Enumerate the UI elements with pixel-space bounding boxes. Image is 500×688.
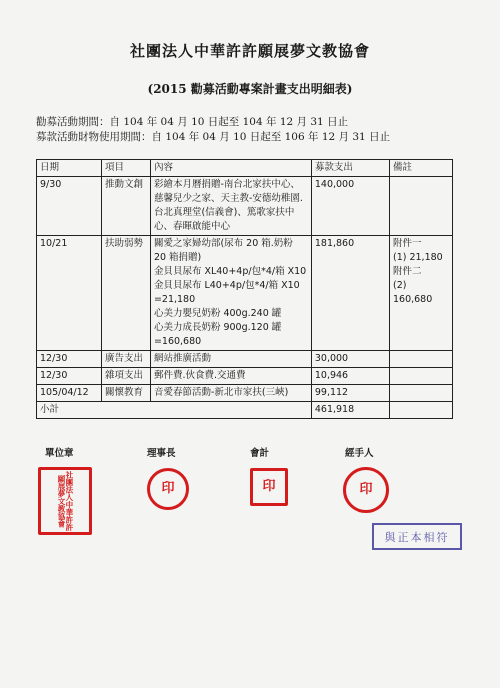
header-date: 日期 — [37, 160, 102, 177]
row-note — [389, 177, 452, 236]
row-content-line: 音愛春節活動-新北市家扶(三峽) — [153, 387, 289, 398]
row-note-line: 160,680 — [392, 294, 433, 305]
row-note — [389, 236, 452, 351]
row-content — [150, 236, 311, 351]
row-item: 雜項支出 — [101, 368, 150, 385]
row-note — [389, 368, 452, 385]
unit-seal-stamp — [38, 467, 92, 535]
row-date: 10/21 — [37, 236, 102, 351]
row-content-line: 心美力嬰兒奶粉 400g.240 罐 — [153, 308, 282, 319]
table-row — [37, 385, 453, 402]
header-item: 項目 — [101, 160, 150, 177]
table-row — [37, 236, 453, 351]
row-amount: 181,860 — [311, 236, 389, 351]
table-row — [37, 177, 453, 236]
row-content-line: 心美力成長奶粉 900g.120 罐 =160,680 — [153, 322, 282, 347]
chairman-seal-stamp — [147, 468, 189, 510]
row-date: 105/04/12 — [37, 385, 102, 402]
handler-label: 經手人 — [345, 448, 374, 459]
header-content: 內容 — [150, 160, 311, 177]
row-note-line: 附件一 — [392, 238, 422, 249]
fundraising-period: 勸募活動期間：自 104 年 04 月 10 日起至 104 年 12 月 31 日止 — [36, 116, 349, 128]
subtotal-row — [37, 402, 453, 419]
handler-seal-stamp — [343, 467, 389, 513]
row-item: 關懷教育 — [101, 385, 150, 402]
subtotal-note — [389, 402, 452, 419]
row-amount: 99,112 — [311, 385, 389, 402]
row-amount: 10,946 — [311, 368, 389, 385]
table-header-row — [37, 160, 453, 177]
row-content — [150, 385, 311, 402]
row-note-line: 附件二 — [392, 266, 422, 277]
row-amount: 30,000 — [311, 351, 389, 368]
row-content-line: 金貝貝尿布 L40+4p/包*4/箱 X10 =21,180 — [153, 280, 300, 305]
accountant-seal-text: 印 — [262, 479, 276, 495]
row-date: 12/30 — [37, 368, 102, 385]
row-content-line: 郵件費.伙食費.交通費 — [153, 370, 246, 381]
row-note-line: (1) 21,180 — [392, 252, 443, 263]
organization-title: 社團法人中華許許願展夢文教協會 — [129, 42, 370, 60]
header-amount: 募款支出 — [311, 160, 389, 177]
handler-seal-text: 印 — [359, 482, 373, 498]
accountant-seal-stamp — [250, 468, 288, 506]
document-subtitle: (2015 勸募活動專案計畫支出明細表) — [147, 82, 353, 96]
chairman-label: 理事長 — [147, 448, 176, 459]
expense-table — [36, 159, 453, 419]
row-content-line: 金貝貝尿布 XL40+4p/包*4/箱 X10 — [153, 266, 307, 277]
row-note — [389, 385, 452, 402]
subtotal-amount: 461,918 — [311, 402, 389, 419]
unit-seal-label: 單位章 — [45, 448, 74, 459]
unit-seal-text: 社團法人中華許許願展夢文教協會 — [57, 471, 74, 531]
row-item: 推動文創 — [101, 177, 150, 236]
table-row — [37, 351, 453, 368]
chairman-seal-text: 印 — [161, 481, 175, 497]
row-content — [150, 351, 311, 368]
row-amount: 140,000 — [311, 177, 389, 236]
certified-copy-stamp: 與正本相符 — [372, 523, 462, 550]
row-content-line: 網站推廣活動 — [153, 353, 211, 364]
row-date: 9/30 — [37, 177, 102, 236]
accountant-label: 會計 — [250, 448, 270, 459]
subtotal-label: 小計 — [37, 402, 312, 419]
row-item: 廣告支出 — [101, 351, 150, 368]
row-date: 12/30 — [37, 351, 102, 368]
row-content-line: 彩繪本月曆捐贈-南台北家扶中心、慈馨兒少之家、天主教-安德幼稚園.台北真理堂(信義會)、篤歌家扶中心、春暉啟能中心 — [153, 179, 303, 232]
row-content — [150, 177, 311, 236]
header-note: 備註 — [389, 160, 452, 177]
row-content — [150, 368, 311, 385]
row-item: 扶助弱勢 — [101, 236, 150, 351]
table-row — [37, 368, 453, 385]
row-note — [389, 351, 452, 368]
row-content-line: 關愛之家婦幼部(尿布 20 箱.奶粉 20 箱捐贈) — [153, 238, 293, 263]
row-note-line: (2) — [392, 280, 407, 291]
usage-period: 募款活動財物使用期間：自 104 年 04 月 10 日起至 106 年 12 月 31 日止 — [36, 131, 391, 143]
